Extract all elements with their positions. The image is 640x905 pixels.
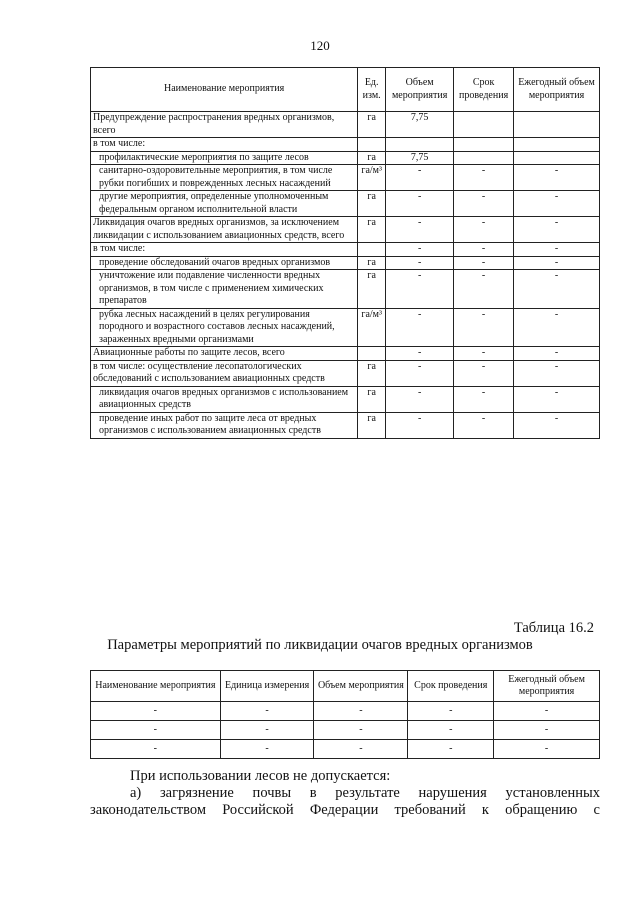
row-name-cell: уничтожение или подавление численности вредных организмов, в том числе с применением химических препаратов xyxy=(91,270,358,309)
term-cell: - xyxy=(454,347,514,361)
table-cell: - xyxy=(494,721,600,740)
volume-cell: - xyxy=(386,243,454,257)
volume-cell: - xyxy=(386,191,454,217)
table-header-row xyxy=(91,671,600,702)
table-cell: - xyxy=(220,721,314,740)
unit-cell: га xyxy=(358,217,386,243)
table-cell: - xyxy=(314,740,408,759)
annual-volume-cell: - xyxy=(514,347,600,361)
column-header: Единица измерения xyxy=(220,671,314,702)
table-row xyxy=(91,702,600,721)
table-label: Таблица 16.2 xyxy=(513,620,594,636)
annual-volume-cell: - xyxy=(514,270,600,309)
term-cell xyxy=(454,112,514,138)
paragraph-item-a-line1: а) загрязнение почвы в результате нарушения установленных xyxy=(130,785,600,801)
table-row xyxy=(91,243,600,257)
volume-cell: - xyxy=(386,256,454,270)
row-name-cell: проведение иных работ по защите леса от вредных организмов с использованием авиационных средств xyxy=(91,412,358,438)
volume-cell: - xyxy=(386,360,454,386)
unit-cell: га xyxy=(358,151,386,165)
term-cell: - xyxy=(454,243,514,257)
volume-cell: - xyxy=(386,386,454,412)
table-row xyxy=(91,112,600,138)
table-cell: - xyxy=(314,702,408,721)
volume-cell: - xyxy=(386,270,454,309)
volume-cell: 7,75 xyxy=(386,151,454,165)
annual-volume-cell: - xyxy=(514,386,600,412)
unit-cell: га xyxy=(358,191,386,217)
column-header: Срок проведения xyxy=(408,671,494,702)
term-cell xyxy=(454,151,514,165)
page-number: 120 xyxy=(310,38,330,53)
annual-volume-cell: - xyxy=(514,217,600,243)
table-cell: - xyxy=(494,702,600,721)
table-row xyxy=(91,270,600,309)
table-cell: - xyxy=(494,740,600,759)
column-header: Объем мероприятия xyxy=(314,671,408,702)
term-cell: - xyxy=(454,270,514,309)
row-name-cell: в том числе: xyxy=(91,243,358,257)
volume-cell: - xyxy=(386,308,454,347)
table-row xyxy=(91,191,600,217)
term-cell: - xyxy=(454,360,514,386)
column-header: Ежегодный объем мероприятия xyxy=(514,68,600,112)
annual-volume-cell: - xyxy=(514,256,600,270)
term-cell xyxy=(454,138,514,152)
column-header: Объем мероприятия xyxy=(386,68,454,112)
annual-volume-cell: - xyxy=(514,191,600,217)
table-row xyxy=(91,256,600,270)
unit-cell: га xyxy=(358,270,386,309)
volume-cell: - xyxy=(386,165,454,191)
table-cell: - xyxy=(220,702,314,721)
volume-cell xyxy=(386,138,454,152)
term-cell: - xyxy=(454,386,514,412)
volume-cell: - xyxy=(386,217,454,243)
column-header: Ед. изм. xyxy=(358,68,386,112)
table-row xyxy=(91,165,600,191)
unit-cell: га xyxy=(358,386,386,412)
annual-volume-cell xyxy=(514,112,600,138)
paragraph-item-a-line2: законодательством Российской Федерации требований к обращению с xyxy=(90,802,600,818)
annual-volume-cell xyxy=(514,151,600,165)
unit-cell xyxy=(358,347,386,361)
table-row xyxy=(91,151,600,165)
unit-cell xyxy=(358,138,386,152)
table-row xyxy=(91,217,600,243)
table-cell: - xyxy=(408,740,494,759)
column-header: Ежегодный объем мероприятия xyxy=(494,671,600,702)
term-cell: - xyxy=(454,256,514,270)
table-cell: - xyxy=(408,702,494,721)
term-cell: - xyxy=(454,308,514,347)
term-cell: - xyxy=(454,165,514,191)
term-cell: - xyxy=(454,191,514,217)
table-row xyxy=(91,347,600,361)
row-name-cell: ликвидация очагов вредных организмов с использованием авиационных средств xyxy=(91,386,358,412)
annual-volume-cell: - xyxy=(514,360,600,386)
table-cell: - xyxy=(220,740,314,759)
column-header: Наименование мероприятия xyxy=(91,671,221,702)
annual-volume-cell xyxy=(514,138,600,152)
row-name-cell: другие мероприятия, определенные уполномоченным федеральным органом исполнительной власти xyxy=(91,191,358,217)
row-name-cell: Авиационные работы по защите лесов, всего xyxy=(91,347,358,361)
volume-cell: 7,75 xyxy=(386,112,454,138)
table-cell: - xyxy=(314,721,408,740)
row-name-cell: в том числе: осуществление лесопатологических обследований с использованием авиационных средств xyxy=(91,360,358,386)
annual-volume-cell: - xyxy=(514,412,600,438)
table-title: Параметры мероприятий по ликвидации очагов вредных организмов xyxy=(107,637,533,653)
volume-cell: - xyxy=(386,347,454,361)
term-cell: - xyxy=(454,412,514,438)
paragraph-intro: При использовании лесов не допускается: xyxy=(130,768,391,784)
row-name-cell: Предупреждение распространения вредных организмов, всего xyxy=(91,112,358,138)
table-row xyxy=(91,721,600,740)
unit-cell: га/м³ xyxy=(358,308,386,347)
annual-volume-cell: - xyxy=(514,308,600,347)
forest-protection-table xyxy=(90,67,600,439)
column-header: Срок проведения xyxy=(454,68,514,112)
table-row xyxy=(91,360,600,386)
table-row xyxy=(91,386,600,412)
unit-cell: га xyxy=(358,256,386,270)
row-name-cell: в том числе: xyxy=(91,138,358,152)
row-name-cell: рубка лесных насаждений в целях регулирования породного и возрастного составов лесных насаждений, зараженных вредными организмами xyxy=(91,308,358,347)
term-cell: - xyxy=(454,217,514,243)
row-name-cell: Ликвидация очагов вредных организмов, за исключением ликвидации с использованием авиационных средств, всего xyxy=(91,217,358,243)
annual-volume-cell: - xyxy=(514,243,600,257)
volume-cell: - xyxy=(386,412,454,438)
table-cell: - xyxy=(91,721,221,740)
unit-cell xyxy=(358,243,386,257)
unit-cell: га/м³ xyxy=(358,165,386,191)
table-row xyxy=(91,412,600,438)
unit-cell: га xyxy=(358,412,386,438)
unit-cell: га xyxy=(358,360,386,386)
table-row xyxy=(91,138,600,152)
table-cell: - xyxy=(91,740,221,759)
table-row xyxy=(91,740,600,759)
annual-volume-cell: - xyxy=(514,165,600,191)
table-cell: - xyxy=(91,702,221,721)
pest-elimination-table xyxy=(90,670,600,759)
column-header: Наименование мероприятия xyxy=(91,68,358,112)
table-cell: - xyxy=(408,721,494,740)
unit-cell: га xyxy=(358,112,386,138)
row-name-cell: санитарно-оздоровительные мероприятия, в том числе рубки погибших и поврежденных лесных насаждений xyxy=(91,165,358,191)
row-name-cell: проведение обследований очагов вредных организмов xyxy=(91,256,358,270)
table-header-row xyxy=(91,68,600,112)
row-name-cell: профилактические мероприятия по защите лесов xyxy=(91,151,358,165)
table-row xyxy=(91,308,600,347)
